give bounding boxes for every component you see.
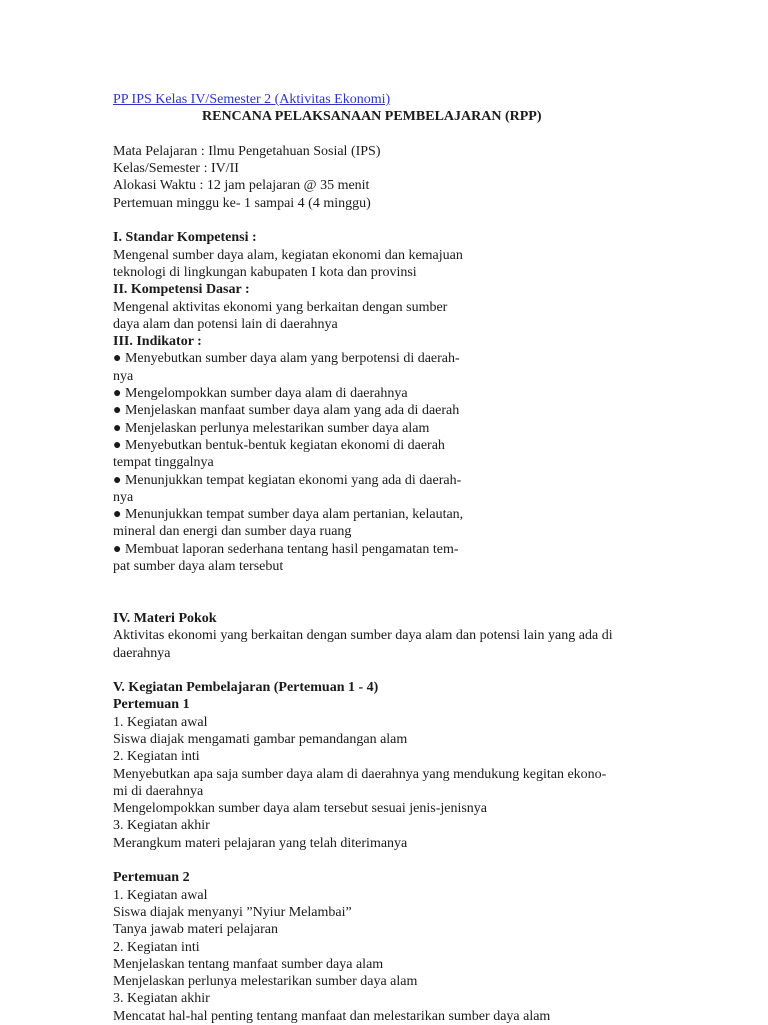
section-heading: I. Standar Kompetensi : <box>113 230 257 246</box>
text-line: teknologi di lingkungan kabupaten I kota dan provinsi <box>113 264 417 280</box>
kompetensi-dasar-section <box>113 281 713 333</box>
text-line: 1. Kegiatan awal <box>113 714 208 730</box>
document-link[interactable]: PP IPS Kelas IV/Semester 2 (Aktivitas Ekonomi) <box>113 92 391 107</box>
pertemuan-2 <box>113 869 713 1025</box>
bullet-line: nya <box>113 489 134 505</box>
text-line: Siswa diajak menyanyi ”Nyiur Melambai” <box>113 904 352 920</box>
document-title: RENCANA PELAKSANAAN PEMBELAJARAN (RPP) <box>202 109 542 125</box>
identity-line: Alokasi Waktu : 12 jam pelajaran @ 35 menit <box>113 178 370 194</box>
text-line: Menjelaskan perlunya melestarikan sumber daya alam <box>113 974 418 990</box>
document-page <box>113 91 713 1025</box>
text-line: daerahnya <box>113 645 171 661</box>
text-line: Mengenal sumber daya alam, kegiatan ekonomi dan kemajuan <box>113 247 463 263</box>
text-line: Merangkum materi pelajaran yang telah diterimanya <box>113 835 408 851</box>
bullet-line: ● Menunjukkan tempat sumber daya alam pertanian, kelautan, <box>113 507 464 523</box>
indikator-section <box>113 333 713 575</box>
pertemuan-heading: Pertemuan 2 <box>113 870 190 886</box>
text-line: 3. Kegiatan akhir <box>113 991 210 1007</box>
pertemuan-heading: Pertemuan 1 <box>113 697 190 713</box>
text-line: 2. Kegiatan inti <box>113 939 200 955</box>
bullet-line: ● Menyebutkan bentuk-bentuk kegiatan ekonomi di daerah <box>113 437 445 453</box>
identity-section <box>113 143 713 212</box>
text-line: 1. Kegiatan awal <box>113 887 208 903</box>
identity-line: Mata Pelajaran : Ilmu Pengetahuan Sosial (IPS) <box>113 143 381 159</box>
bullet-line: ● Menjelaskan perlunya melestarikan sumber daya alam <box>113 420 430 436</box>
bullet-line: ● Menunjukkan tempat kegiatan ekonomi yang ada di daerah- <box>113 472 462 488</box>
bullet-line: ● Membuat laporan sederhana tentang hasil pengamatan tem- <box>113 541 459 557</box>
materi-pokok-section <box>113 610 713 662</box>
bullet-line: pat sumber daya alam tersebut <box>113 559 284 575</box>
bullet-line: ● Menyebutkan sumber daya alam yang berpotensi di daerah- <box>113 351 460 367</box>
section-heading: V. Kegiatan Pembelajaran (Pertemuan 1 - 4) <box>113 680 379 696</box>
standar-kompetensi-section <box>113 229 713 281</box>
section-heading: III. Indikator : <box>113 334 202 350</box>
identity-line: Kelas/Semester : IV/II <box>113 161 239 177</box>
bullet-line: nya <box>113 368 134 384</box>
kegiatan-pembelajaran-section <box>113 679 713 1025</box>
text-line: Menyebutkan apa saja sumber daya alam di daerahnya yang mendukung kegitan ekono- <box>113 766 607 782</box>
text-line: daya alam dan potensi lain di daerahnya <box>113 316 338 332</box>
bullet-line: mineral dan energi dan sumber daya ruang <box>113 524 352 540</box>
text-line: Menjelaskan tentang manfaat sumber daya alam <box>113 956 384 972</box>
bullet-line: ● Mengelompokkan sumber daya alam di daerahnya <box>113 386 408 402</box>
text-line: Siswa diajak mengamati gambar pemandangan alam <box>113 731 408 747</box>
identity-line: Pertemuan minggu ke- 1 sampai 4 (4 minggu) <box>113 195 371 211</box>
text-line: 3. Kegiatan akhir <box>113 818 210 834</box>
text-line: mi di daerahnya <box>113 783 204 799</box>
text-line: Mengenal aktivitas ekonomi yang berkaitan dengan sumber <box>113 299 448 315</box>
section-heading: IV. Materi Pokok <box>113 610 217 626</box>
text-line: 2. Kegiatan inti <box>113 749 200 765</box>
text-line: Aktivitas ekonomi yang berkaitan dengan sumber daya alam dan potensi lain yang ada di <box>113 628 613 644</box>
text-line: Mencatat hal-hal penting tentang manfaat dan melestarikan sumber daya alam <box>113 1008 551 1024</box>
pertemuan-1 <box>113 696 713 852</box>
text-line: Tanya jawab materi pelajaran <box>113 922 278 938</box>
text-line: Mengelompokkan sumber daya alam tersebut sesuai jenis-jenisnya <box>113 801 488 817</box>
bullet-line: ● Menjelaskan manfaat sumber daya alam yang ada di daerah <box>113 403 460 419</box>
bullet-line: tempat tinggalnya <box>113 455 214 471</box>
section-heading: II. Kompetensi Dasar : <box>113 282 250 298</box>
